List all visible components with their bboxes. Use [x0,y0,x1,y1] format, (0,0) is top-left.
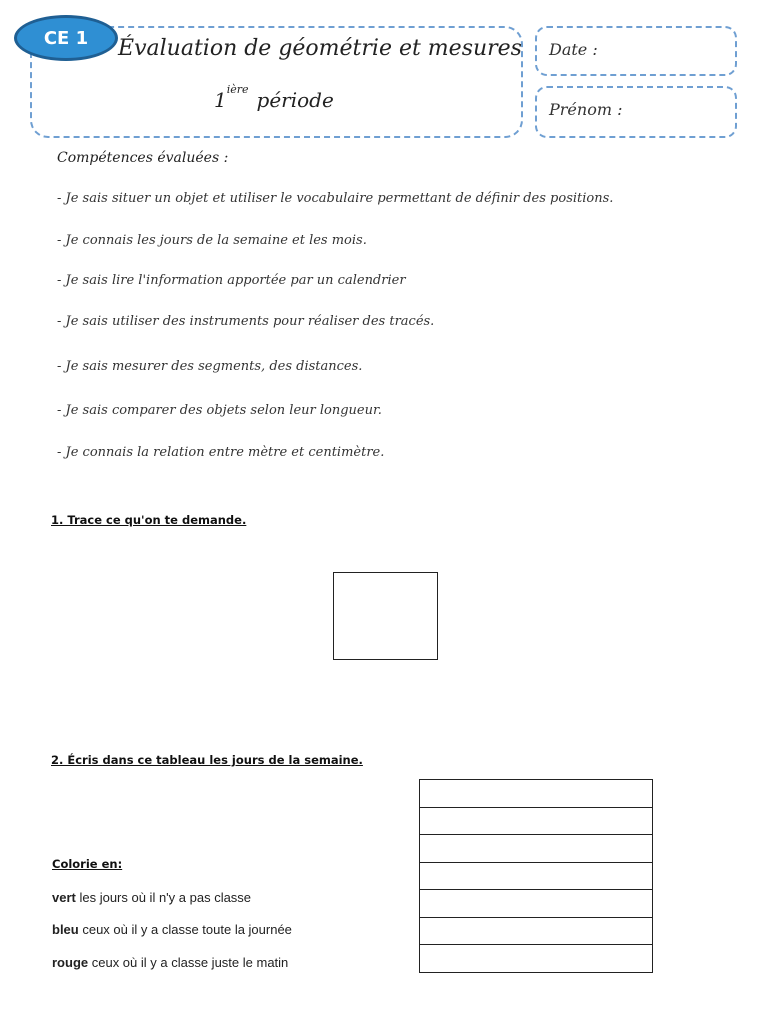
competence-item: - Je connais la relation entre mètre et centimètre. [57,445,385,460]
table-row [420,890,653,918]
day-cell[interactable] [420,807,653,835]
day-cell[interactable] [420,917,653,945]
competence-item: - Je sais situer un objet et utiliser le vocabulaire permettant de définir des positions. [57,191,614,206]
competence-item: - Je sais comparer des objets selon leur longueur. [57,403,382,418]
page-title: Évaluation de géométrie et mesures [118,36,522,61]
colorie-text: les jours où il n'y a pas classe [75,890,252,905]
table-row [420,945,653,973]
table-row [420,780,653,808]
competences-title: Compétences évaluées : [57,150,229,166]
period-label [214,83,334,112]
day-cell[interactable] [420,780,653,808]
competence-item: - Je sais utiliser des instruments pour réaliser des tracés. [57,314,435,329]
exercise-2-title: 2. Écris dans ce tableau les jours de la semaine. [51,753,363,767]
color-word: vert [52,890,76,905]
period-number: 1 [214,88,227,112]
colorie-instruction [52,955,288,970]
competence-item: - Je connais les jours de la semaine et les mois. [57,233,367,248]
name-field[interactable] [535,86,737,138]
colorie-title: Colorie en: [52,857,123,871]
day-cell[interactable] [420,945,653,973]
color-word: rouge [52,955,89,970]
competence-item: - Je sais mesurer des segments, des distances. [57,359,363,374]
table-row [420,835,653,863]
exercise-1-title: 1. Trace ce qu'on te demande. [51,513,247,527]
colorie-text: ceux où il y a classe toute la journée [78,922,292,937]
class-level-text: CE 1 [43,27,89,49]
day-cell[interactable] [420,835,653,863]
competence-item: - Je sais lire l'information apportée par un calendrier [57,273,406,288]
day-cell[interactable] [420,890,653,918]
drawing-square[interactable] [333,572,438,660]
colorie-text: ceux où il y a classe juste le matin [88,955,289,970]
color-word: bleu [52,922,79,937]
colorie-instruction [52,890,251,905]
table-row [420,917,653,945]
table-row [420,807,653,835]
date-field[interactable] [535,26,737,76]
day-cell[interactable] [420,862,653,890]
colorie-instruction [52,922,292,937]
days-table [419,779,653,973]
period-suffix: ière [226,83,249,97]
table-row [420,862,653,890]
period-word: période [256,88,334,112]
date-label: Date : [549,40,598,59]
name-label: Prénom : [549,100,623,119]
